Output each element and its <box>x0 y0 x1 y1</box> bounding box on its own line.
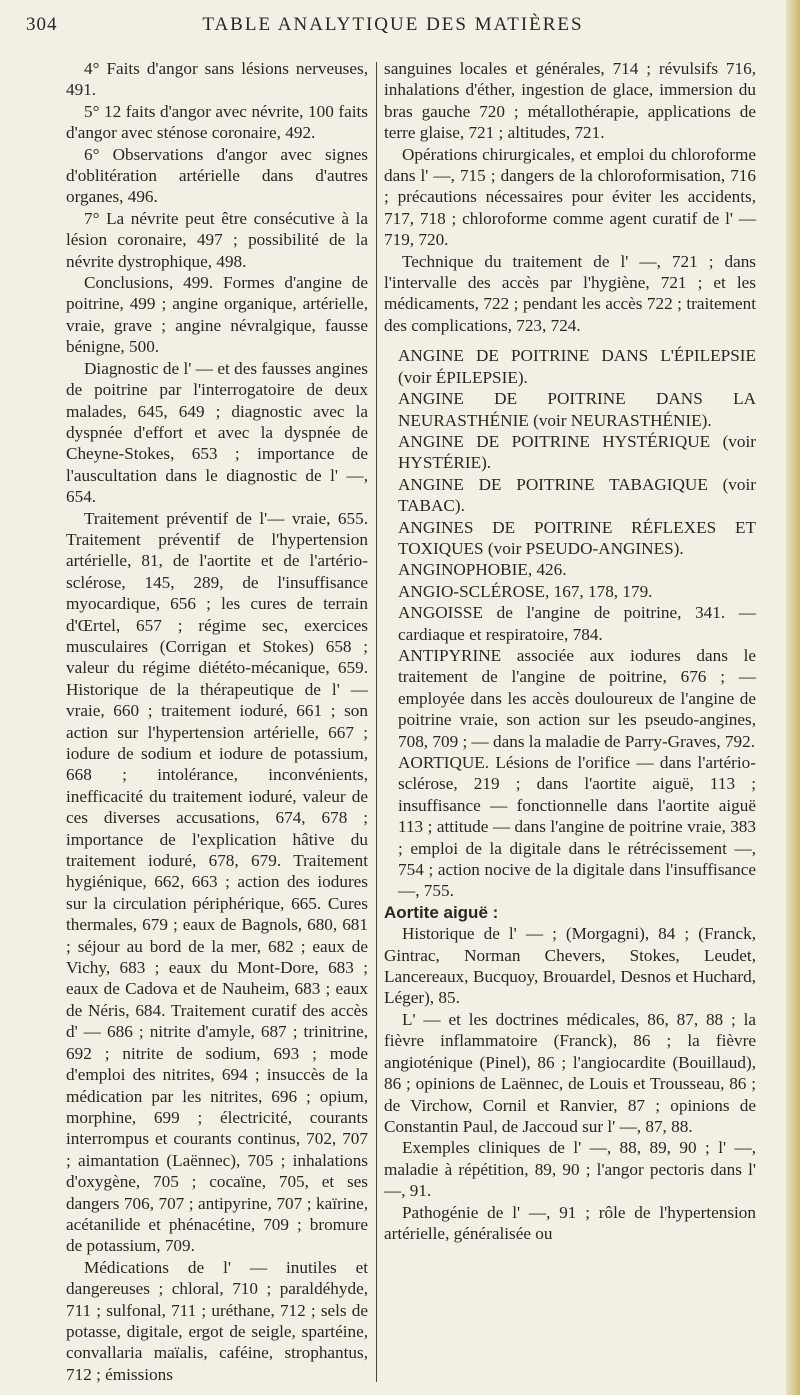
index-entry: ANGINOPHOBIE, 426. <box>398 560 567 580</box>
page-number: 304 <box>26 14 58 35</box>
index-entry: ANGINE DE POITRINE HYSTÉRIQUE (voir HYSTÉRIE). <box>398 431 756 473</box>
left-column <box>66 58 368 1385</box>
spacer <box>384 336 756 345</box>
index-entry: AORTIQUE. Lésions de l'orifice — dans l'artério-sclérose, 219 ; dans l'aortite aiguë, 113 ; insuffisance — fonctionnelle dans l'aortite aiguë 113 ; attitude — dans l'angine de poitrine vraie, 383 ; emploi de la digitale dans le rétrécissement —, 754 ; action nocive de la digitale dans l'insuffisance —, 755. <box>398 753 756 901</box>
index-paragraph: Traitement préventif de l'— vraie, 655. Traitement préventif de l'hypertension artérielle, 81, de l'aortite et de l'artério-sclérose, 145, 289, de l'insuffisance myocardique, 656 ; les cures de terrain d'Œrtel, 657 ; régime sec, exercices musculaires (Corrigan et Stokes) 658 ; valeur du régime diététo-mécanique, 659. Historique de la thérapeutique de l' — vraie, 660 ; traitement ioduré, 661 ; son action sur l'hypertension artérielle, 667 ; iodure de sodium et iodure de potassium, 668 ; intolérance, inconvénients, inefficacité du traitement ioduré, valeur de ces diverses accusations, 674, 678 ; importance de l'explication hâtive du traitement ioduré, 678, 679. Traitement hygiénique, 662, 663 ; action des iodures sur la circulation périphérique, 665. Cures thermales, 679 ; eaux de Bagnols, 680, 681 ; séjour au bord de la mer, 682 ; eaux de Vichy, 683 ; eaux du Mont-Dore, 683 ; eaux de Cadova et de Nauheim, 683 ; eaux de Néris, 684. Traitement curatif des accès d' — 686 ; nitrite d'amyle, 687 ; trinitrine, 692 ; nitrite de sodium, 693 ; mode d'emploi des nitrites, 694 ; insuccès de la médication par les nitrites, 696 ; opium, morphine, 699 ; électricité, courants interrompus et courants continus, 702, 707 ; aimantation (Laënnec), 705 ; inhalations d'oxygène, 705 ; cocaïne, 705, et ses dangers 706, 707 ; antipyrine, 707 ; kaïrine, acétanilide et phénacétine, 709 ; bromure de potassium, 709. <box>66 508 368 1256</box>
index-paragraph: 6° Observations d'angor avec signes d'oblitération artérielle dans d'autres organes, 496. <box>66 144 368 207</box>
index-entry: ANGINE DE POITRINE TABAGIQUE (voir TABAC). <box>398 474 756 516</box>
index-entry: ANGIO-SCLÉROSE, 167, 178, 179. <box>398 581 653 601</box>
index-paragraph: Pathogénie de l' —, 91 ; rôle de l'hypertension artérielle, généralisée ou <box>384 1202 756 1243</box>
index-paragraph: Conclusions, 499. Formes d'angine de poitrine, 499 ; angine organique, artérielle, vraie, grave ; angine névralgique, fausse bénigne, 500. <box>66 273 368 357</box>
column-divider <box>376 62 377 1382</box>
index-paragraph: L' — et les doctrines médicales, 86, 87, 88 ; la fièvre inflammatoire (Franck), 86 ; la fièvre angioténique (Pinel), 86 ; l'angiocardite (Bouillaud), 86 ; opinions de Laënnec, de Louis et Trousseau, 86 ; de Virchow, Cornil et Ranvier, 87 ; opinions de Constantin Paul, de Jaccoud sur l' —, 87, 88. <box>384 1009 756 1136</box>
index-paragraph: Historique de l' — ; (Morgagni), 84 ; (Franck, Gintrac, Norman Chevers, Stokes, Leudet, Lancereaux, Bucquoy, Brouardel, Desnos et Huchard, Léger), 85. <box>384 924 756 1008</box>
index-paragraph: Diagnostic de l' — et des fausses angines de poitrine par l'interrogatoire de deux malades, 645, 649 ; diagnostic avec la dyspnée d'effort et avec la dyspnée de Cheyne-Stokes, 653 ; importance de l'auscultation dans le diagnostic de l' —, 654. <box>66 358 368 507</box>
index-paragraph: 5° 12 faits d'angor avec névrite, 100 faits d'angor avec sténose coronaire, 492. <box>66 101 368 143</box>
index-paragraph: sanguines locales et générales, 714 ; révulsifs 716, inhalations d'éther, ingestion de glace, immersion du bras gauche 720 ; métallothérapie, applications de terre glaise, 721 ; altitudes, 721. <box>384 59 756 143</box>
index-paragraph: 4° Faits d'angor sans lésions nerveuses, 491. <box>66 59 368 100</box>
index-entry: ANGINE DE POITRINE DANS L'ÉPILEPSIE (voir ÉPILEPSIE). <box>398 346 756 387</box>
index-entry: ANTIPYRINE associée aux iodures dans le traitement de l'angine de poitrine, 676 ; — employée dans les accès douloureux de l'angine de poitrine vraie, son action sur les pseudo-angines, 708, 709 ; — dans la maladie de Parry-Graves, 792. <box>398 645 756 751</box>
index-paragraph: Médications de l' — inutiles et dangereuses ; chloral, 710 ; paraldéhyde, 711 ; sulfonal, 711 ; uréthane, 712 ; sels de potasse, digitale, ergot de seigle, spartéine, convallaria maïalis, caféine, strophantus, 712 ; émissions <box>66 1257 368 1384</box>
page-edge <box>786 0 800 1395</box>
index-paragraph: Technique du traitement de l' —, 721 ; dans l'intervalle des accès par l'hygiène, 721 ; et les médicaments, 722 ; pendant les accès 722 ; traitement des complications, 723, 724. <box>384 251 756 335</box>
running-header <box>26 14 760 40</box>
index-entry: ANGOISSE de l'angine de poitrine, 341. — cardiaque et respiratoire, 784. <box>398 603 756 644</box>
index-paragraph: Exemples cliniques de l' —, 88, 89, 90 ; l' —, maladie à répétition, 89, 90 ; l'angor pectoris dans l' —, 91. <box>384 1138 756 1201</box>
index-entry: ANGINES DE POITRINE RÉFLEXES ET TOXIQUES (voir PSEUDO-ANGINES). <box>398 517 756 558</box>
section-heading: Aortite aiguë : <box>384 902 499 922</box>
page-title: TABLE ANALYTIQUE DES MATIÈRES <box>202 14 584 35</box>
right-column <box>384 58 756 1244</box>
index-paragraph: Opérations chirurgicales, et emploi du chloroforme dans l' —, 715 ; dangers de la chloroformisation, 716 ; précautions nécessaires pour éviter les accidents, 717, 718 ; chloroforme comme agent curatif de l' — 719, 720. <box>384 144 756 250</box>
index-paragraph: 7° La névrite peut être consécutive à la lésion coronaire, 497 ; possibilité de la névrite dystrophique, 498. <box>66 208 368 271</box>
index-entry: ANGINE DE POITRINE DANS LA NEURASTHÉNIE (voir NEURASTHÉNIE). <box>398 389 756 430</box>
